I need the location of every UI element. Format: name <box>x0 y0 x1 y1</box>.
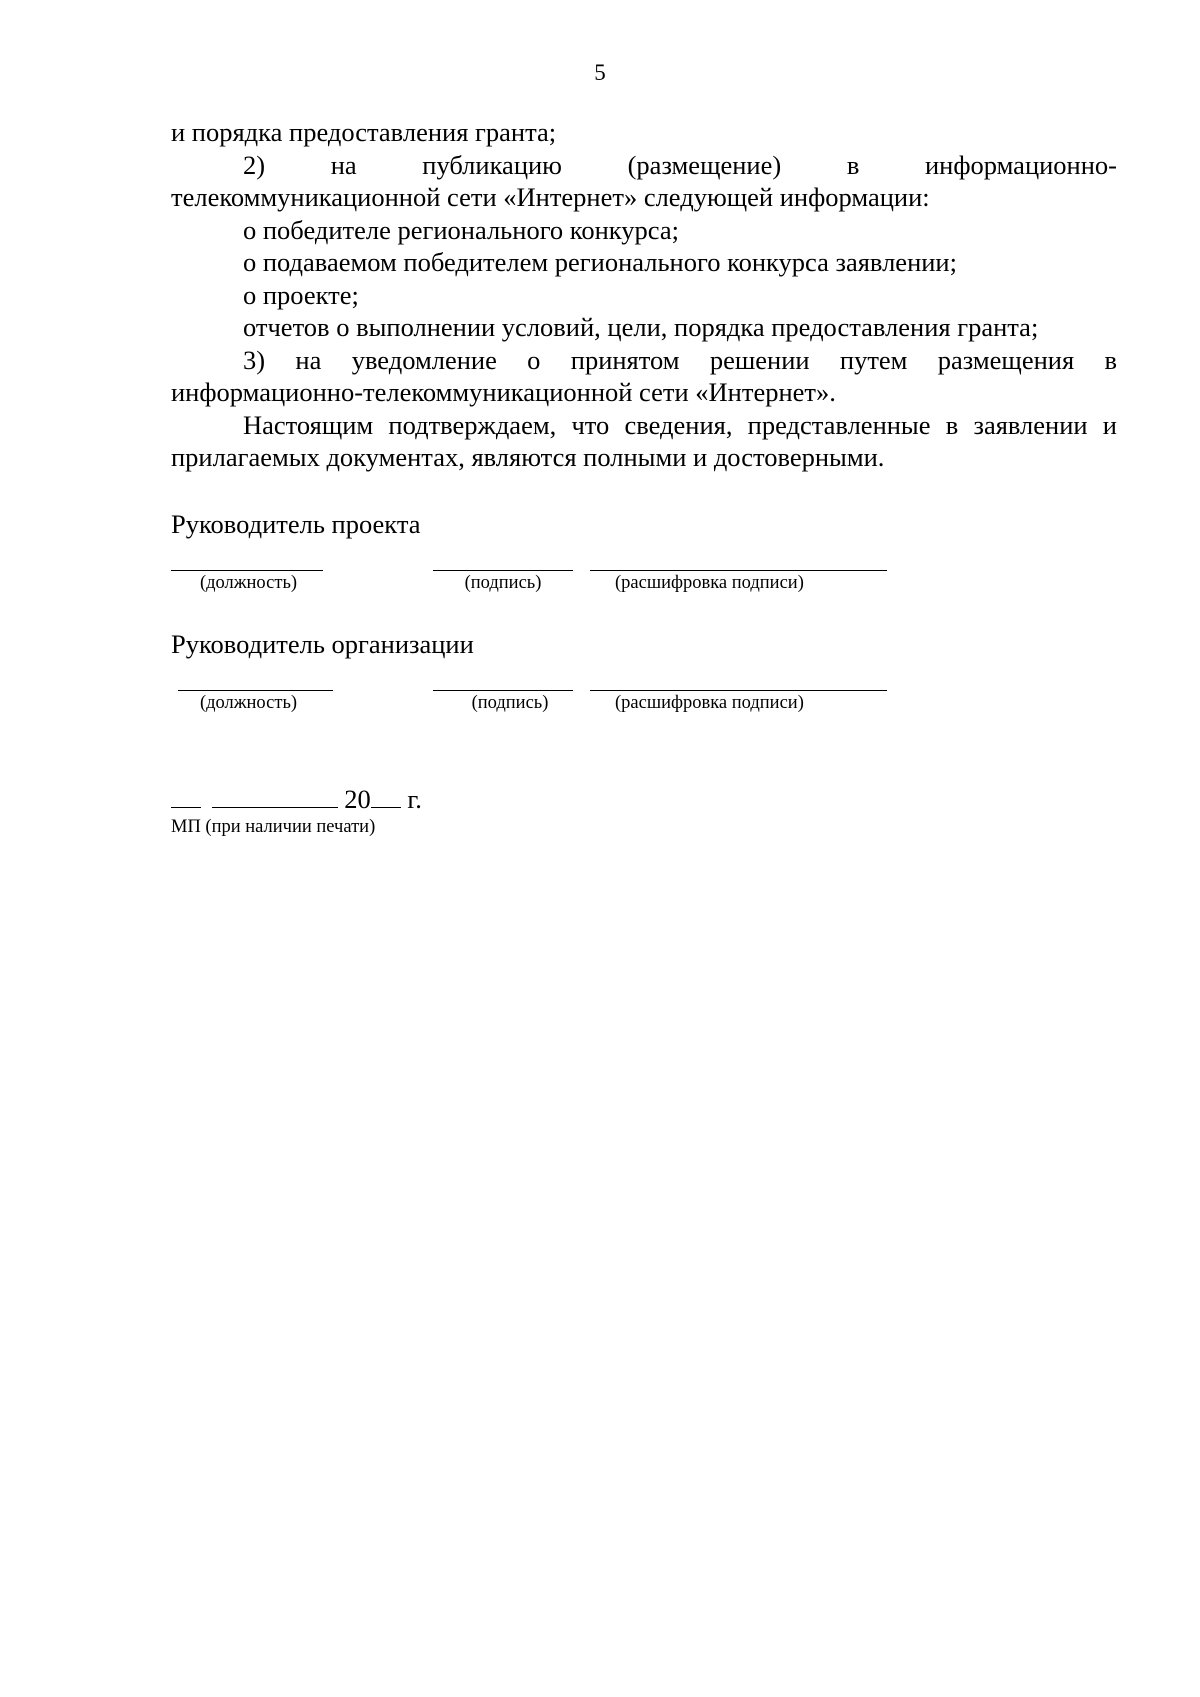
stamp-note: МП (при наличии печати) <box>171 817 376 837</box>
project-head-decoding-label: (расшифровка подписи) <box>615 573 804 593</box>
project-head-signature-line <box>433 570 573 571</box>
org-head-decoding-label: (расшифровка подписи) <box>615 693 804 713</box>
year-suffix: г. <box>400 784 422 814</box>
org-head-decoding-line <box>590 690 887 691</box>
paragraph-confirmation-cont: прилагаемых документах, являются полными и достоверными. <box>171 442 885 472</box>
project-head-position-line <box>171 570 323 571</box>
list-item-reports: отчетов о выполнении условий, цели, порядка предоставления гранта; <box>243 312 1039 342</box>
body-text <box>171 116 1117 474</box>
project-head-title: Руководитель проекта <box>171 509 421 539</box>
paragraph-confirmation: Настоящим подтверждаем, что сведения, представленные в заявлении и <box>243 409 1117 440</box>
paragraph-publication-item: 2) на публикацию (размещение) в информационно- <box>243 149 1117 180</box>
month-blank <box>212 783 338 808</box>
paragraph-notification-item-cont: информационно-телекоммуникационной сети «Интернет». <box>171 377 836 407</box>
paragraph-notification-item: 3) на уведомление о принятом решении путем размещения в <box>243 344 1117 375</box>
day-blank <box>171 783 201 808</box>
project-head-decoding-line <box>590 570 887 571</box>
page-number: 5 <box>594 60 606 85</box>
paragraph-publication-item-cont: телекоммуникационной сети «Интернет» следующей информации: <box>171 182 930 212</box>
list-item-application: о подаваемом победителем регионального конкурса заявлении; <box>243 247 957 277</box>
org-head-signature-label: (подпись) <box>471 693 549 713</box>
org-head-position-line <box>178 690 333 691</box>
org-head-signature-line <box>433 690 573 691</box>
list-item-project: о проекте; <box>243 279 359 310</box>
date-line <box>171 783 422 815</box>
list-item-winner: о победителе регионального конкурса; <box>243 214 679 245</box>
paragraph-grant-order: и порядка предоставления гранта; <box>171 117 557 147</box>
year-blank <box>371 783 401 808</box>
year-prefix: 20 <box>344 784 371 814</box>
org-head-position-label: (должность) <box>199 693 298 713</box>
org-head-title: Руководитель организации <box>171 629 474 659</box>
project-head-signature-label: (подпись) <box>464 573 542 593</box>
project-head-position-label: (должность) <box>199 573 298 593</box>
